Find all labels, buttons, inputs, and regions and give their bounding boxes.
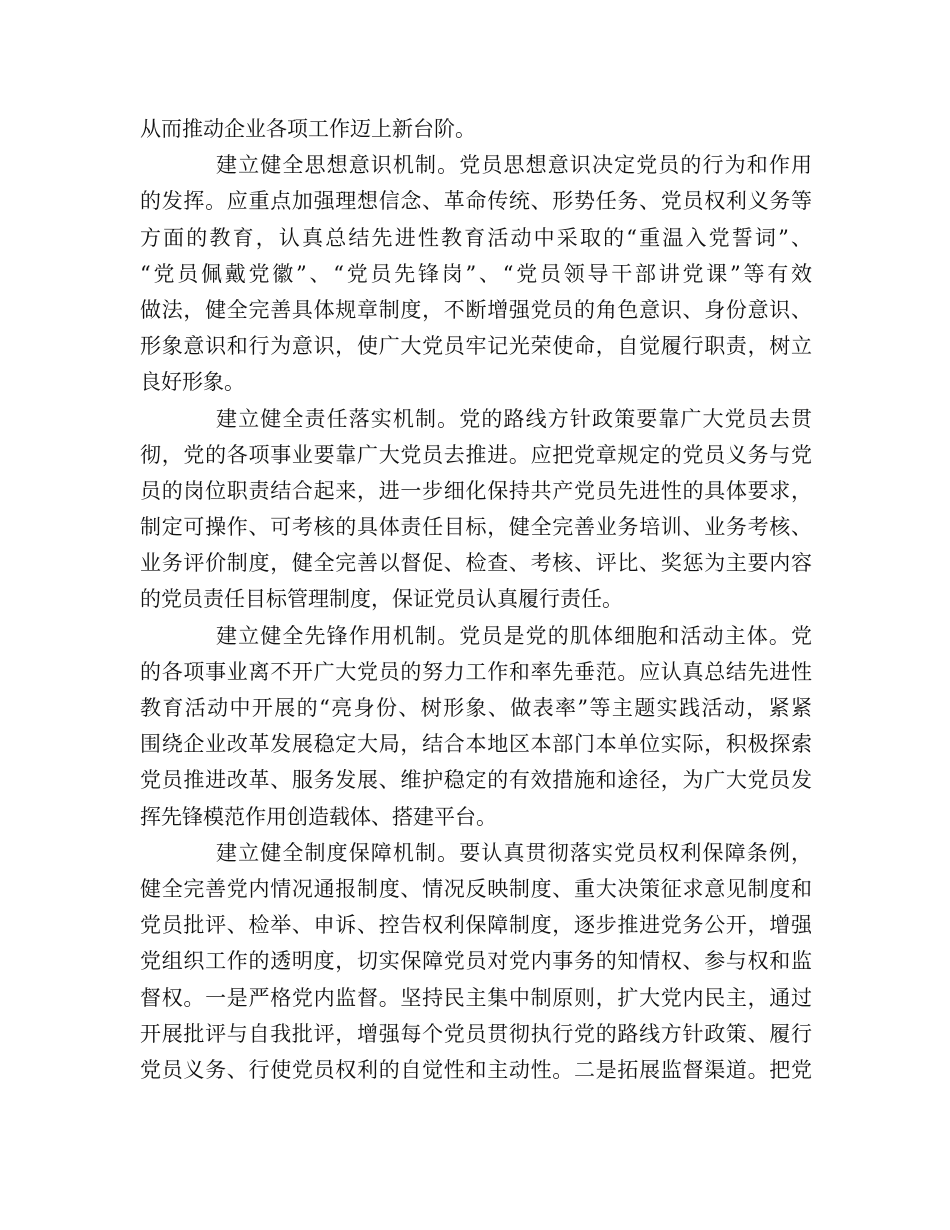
text-line: 党组织工作的透明度，切实保障党员对党内事务的知情权、参与权和监 [140, 949, 812, 974]
text-line: 党员推进改革、服务发展、维护稳定的有效措施和途径，为广大党员发 [140, 768, 812, 793]
text-line: 健全完善党内情况通报制度、情况反映制度、重大决策征求意见制度和 [140, 876, 812, 901]
text-line: 党员批评、检举、申诉、控告权利保障制度，逐步推进党务公开，增强 [140, 913, 812, 938]
text-line: “党员佩戴党徽”、“党员先锋岗”、“党员领导干部讲党课”等有效 [140, 261, 812, 286]
paragraph-first-line: 建立健全思想意识机制。党员思想意识决定党员的行为和作用 [216, 153, 812, 178]
text-line: 业务评价制度，健全完善以督促、检查、考核、评比、奖惩为主要内容 [140, 551, 812, 576]
text-line: 方面的教育，认真总结先进性教育活动中采取的“重温入党誓词”、 [140, 225, 812, 250]
text-line: 从而推动企业各项工作迈上新台阶。 [140, 117, 476, 141]
text-line: 彻，党的各项事业要靠广大党员去推进。应把党章规定的党员义务与党 [140, 442, 812, 467]
text-line: 的党员责任目标管理制度，保证党员认真履行责任。 [140, 587, 623, 612]
text-line: 挥先锋模范作用创造载体、搭建平台。 [140, 804, 497, 829]
paragraph-first-line: 建立健全制度保障机制。要认真贯彻落实党员权利保障条例， [216, 840, 812, 865]
text-line: 教育活动中开展的“亮身份、树形象、做表率”等主题实践活动，紧紧 [140, 696, 812, 720]
body-text [140, 111, 812, 1088]
text-line: 的各项事业离不开广大党员的努力工作和率先垂范。应认真总结先进性 [140, 659, 812, 684]
text-line: 形象意识和行为意识，使广大党员牢记光荣使命，自觉履行职责，树立 [140, 334, 812, 359]
text-line: 员的岗位职责结合起来，进一步细化保持共产党员先进性的具体要求， [140, 478, 812, 503]
text-line: 督权。一是严格党内监督。坚持民主集中制原则，扩大党内民主，通过 [140, 985, 812, 1010]
text-line: 做法，健全完善具体规章制度，不断增强党员的角色意识、身份意识、 [140, 297, 812, 322]
paragraph-first-line: 建立健全先锋作用机制。党员是党的肌体细胞和活动主体。党 [216, 623, 812, 648]
text-line: 党员义务、行使党员权利的自觉性和主动性。二是拓展监督渠道。把党 [140, 1057, 812, 1082]
text-line: 制定可操作、可考核的具体责任目标，健全完善业务培训、业务考核、 [140, 515, 812, 540]
text-line: 围绕企业改革发展稳定大局，结合本地区本部门本单位实际，积极探索 [140, 732, 812, 757]
text-line: 的发挥。应重点加强理想信念、革命传统、形势任务、党员权利义务等 [140, 189, 812, 214]
text-line: 开展批评与自我批评，增强每个党员贯彻执行党的路线方针政策、履行 [140, 1021, 812, 1046]
paragraph-first-line: 建立健全责任落实机制。党的路线方针政策要靠广大党员去贯 [216, 406, 812, 431]
text-line: 良好形象。 [140, 370, 245, 395]
